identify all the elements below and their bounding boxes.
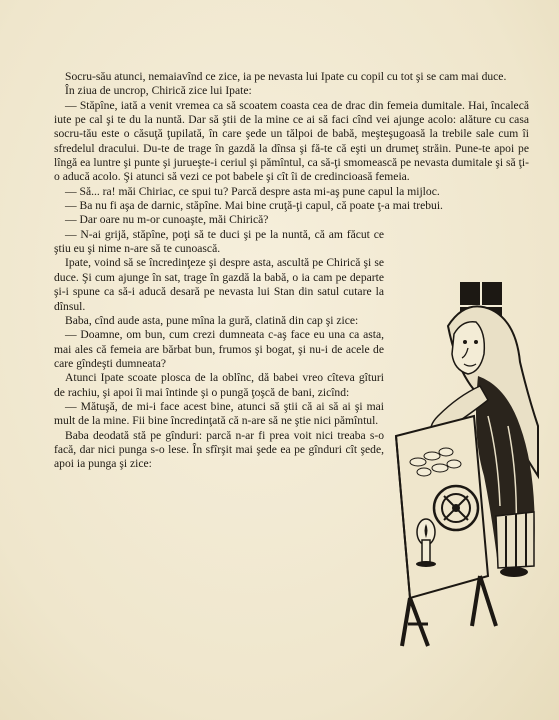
paragraph: — Mătuşă, de mi-i face acest bine, atunci să ştii că ai să ai şi mai mult de la mine. Fii bine încredinţată că n-are să ne ştie nici pămîntul. — [54, 399, 384, 428]
paragraph: Ipate, voind să se încredinţeze şi despre asta, ascultă pe Chirică şi se duce. Şi cum ajunge în sat, trage în gazdă la babă, o ia cam pe departe şi-i spune ca să-i aducă desară pe nevasta lui Stan din satul cutare la dînsul. — [54, 256, 384, 313]
paragraph: — N-ai grijă, stăpîne, poţi să te duci şi pe la nuntă, că am făcut ce ştiu eu şi nime n-are să te cunoască. — [54, 227, 384, 256]
plate-icon — [434, 486, 478, 530]
paragraph: În ziua de uncrop, Chirică zice lui Ipate: — [65, 84, 252, 98]
paragraph: — Să... ra! măi Chiriac, ce spui tu? Parcă despre asta mi-aş pune capul la mijloc. — [65, 184, 440, 198]
paragraph: — Dar oare nu m-or cunoaşte, măi Chirică? — [65, 213, 269, 227]
paragraph: Baba, cînd aude asta, pune mîna la gură, clatină din cap şi zice: — [65, 313, 359, 327]
paragraph: Socru-său atunci, nemaiavînd ce zice, ia pe nevasta lui Ipate cu copil cu tot şi se cam mai duce. — [65, 70, 507, 83]
paragraph: — Doamne, om bun, cum crezi dumneata c-aş face eu una ca asta, mai ales că femeia are bărbat bun, frumos şi bogat, şi nu-i de acele de care gîndeşti dumneata? — [54, 328, 384, 370]
paragraph: — Stăpîne, iată a venit vremea ca să scoatem coasta cea de drac din femeia dumitale. Hai, încalecă iute pe cal şi te du la nuntă. Dar să ştii de la mine ce ai să faci cînd vei ajunge acolo: alăture cu casa socru-tău este o căsuţă ţupilată, în care şede un tălpoi de babă, meşteşugoasă la trebile sale cum îi sfredelul dracului. Du-te de trage în gazdă la dînsa şi fă-te că eşti un drumeţ străin. Pune-te apoi pe lîngă ea luntre şi punte şi jurueşte-i ceriul şi pămîntul, ca să-ţi smomească pe nevasta dumitale şi să ţi-o aducă acolo. Şi atunci să vezi ce pot babele şi cît îi de credincioasă femeia. — [54, 98, 529, 184]
old-woman-counting-coins-illustration — [388, 276, 540, 648]
paragraph: Baba deodată stă pe gînduri: parcă n-ar fi prea voit nici treaba s-o facă, dar nici punga s-o lese. În sfîrşit mai şede ea pe gînduri cît şede, apoi ia punga şi zice: — [54, 428, 384, 471]
paragraph: Atunci Ipate scoate plosca de la oblînc, dă babei vreo cîteva gîturi de rachiu, şi apoi îi mai întinde şi o pungă ţoşcă de bani, zicînd: — [54, 371, 384, 399]
paragraph: — Ba nu fi aşa de darnic, stăpîne. Mai bine cruţă-ţi capul, că poate ţ-a mai trebui. — [65, 199, 443, 213]
